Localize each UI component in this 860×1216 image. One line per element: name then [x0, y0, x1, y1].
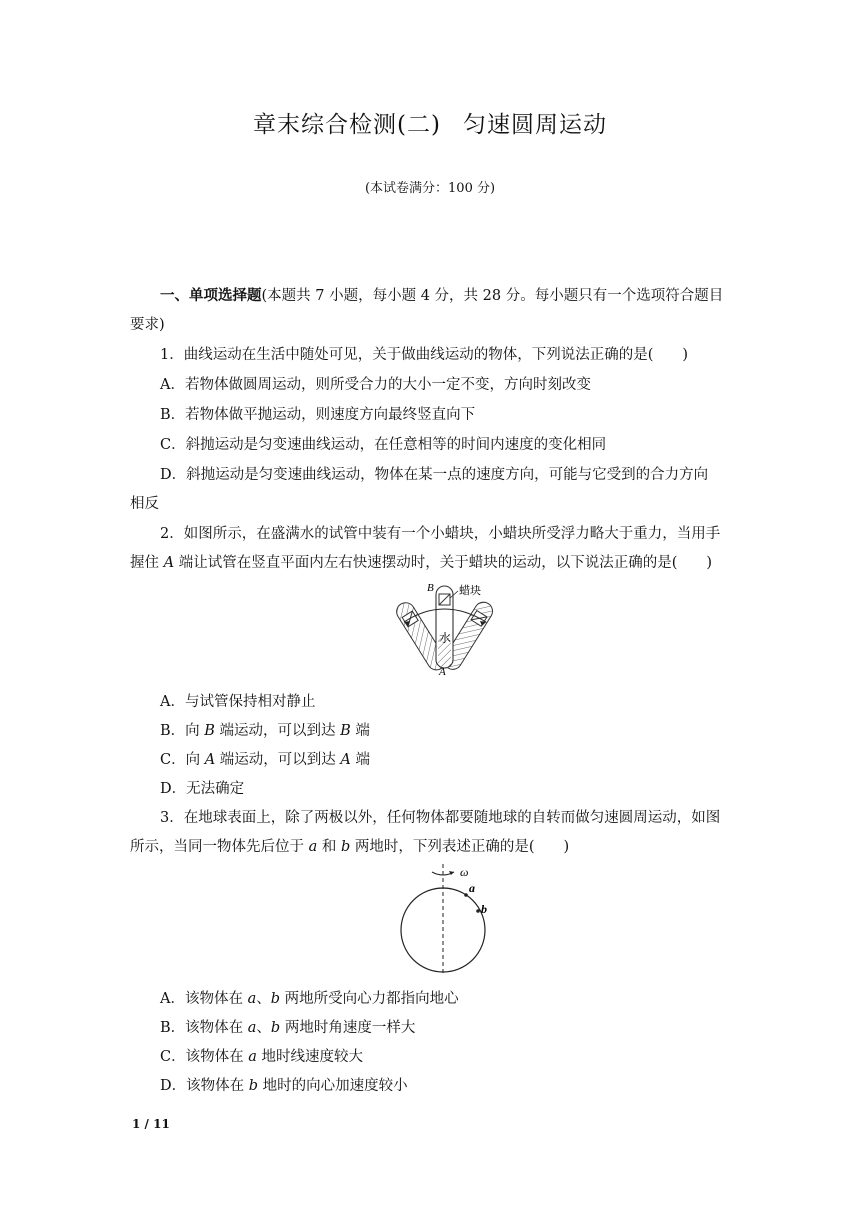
section1-heading-line — [160, 284, 723, 305]
q3-stem-cont: 所示，当同一物体先后位于 a 和 b 两地时，下列表述正确的是( ) — [130, 839, 570, 855]
point-b — [476, 909, 480, 913]
section1-heading: 一、单项选择题 — [160, 287, 262, 304]
point-a — [464, 893, 468, 897]
label-water: 水 — [439, 631, 452, 645]
label-wax: 蜡块 — [459, 584, 481, 597]
label-b: B — [427, 582, 434, 594]
rotation-arrowhead — [449, 871, 454, 875]
title-topic: 匀速圆周运动 — [462, 112, 607, 138]
q1-stem: 1．曲线运动在生活中随处可见，关于做曲线运动的物体，下列说法正确的是( ) — [160, 347, 689, 363]
q3-option-d: D．该物体在 b 地时的向心加速度较小 — [160, 1078, 408, 1094]
q1-option-a: A．若物体做圆周运动，则所受合力的大小一定不变，方向时刻改变 — [160, 377, 591, 393]
q2-option-c: C．向 A 端运动，可以到达 A 端 — [160, 752, 371, 768]
q2-stem: 2．如图所示，在盛满水的试管中装有一个小蜡块，小蜡块所受浮力略大于重力，当用手 — [160, 526, 721, 542]
earth-figure — [392, 860, 502, 978]
page-title — [0, 106, 860, 139]
label-b: b — [481, 902, 487, 916]
section1-note-cont: 要求) — [130, 317, 165, 333]
q3-option-b: B．该物体在 a、b 两地时角速度一样大 — [160, 1020, 416, 1036]
label-omega: ω — [460, 865, 469, 879]
q1-option-d: D．斜抛运动是匀变速曲线运动，物体在某一点的速度方向，可能与它受到的合力方向 — [160, 467, 709, 483]
vertical-tube — [436, 586, 453, 668]
title-chapter: 章末综合检测(二) — [253, 112, 441, 138]
q3-stem: 3．在地球表面上，除了两极以外，任何物体都要随地球的自转而做匀速圆周运动，如图 — [160, 810, 721, 826]
q1-option-d-cont: 相反 — [130, 496, 159, 512]
q3-option-a: A．该物体在 a、b 两地所受向心力都指向地心 — [160, 991, 459, 1007]
q1-option-c: C．斜抛运动是匀变速曲线运动，在任意相等的时间内速度的变化相同 — [160, 437, 607, 453]
test-tube-figure — [372, 580, 518, 676]
q1-option-b: B．若物体做平抛运动，则速度方向最终竖直向下 — [160, 407, 476, 423]
q2-option-a: A．与试管保持相对静止 — [160, 694, 316, 710]
q2-option-b: B．向 B 端运动，可以到达 B 端 — [160, 723, 370, 739]
q3-option-c: C．该物体在 a 地时线速度较大 — [160, 1049, 363, 1065]
label-a: A — [439, 666, 446, 676]
label-a: a — [469, 881, 475, 895]
section1-note: (本题共 7 小题，每小题 4 分，共 28 分。每小题只有一个选项符合题目 — [261, 288, 724, 304]
q2-stem-cont: 握住 A 端让试管在竖直平面内左右快速摆动时，关于蜡块的运动，以下说法正确的是( ) — [130, 555, 713, 571]
page-number: 1 / 11 — [132, 1117, 170, 1131]
q2-option-d: D．无法确定 — [160, 781, 245, 797]
page-subtitle: (本试卷满分：100 分) — [364, 181, 496, 196]
